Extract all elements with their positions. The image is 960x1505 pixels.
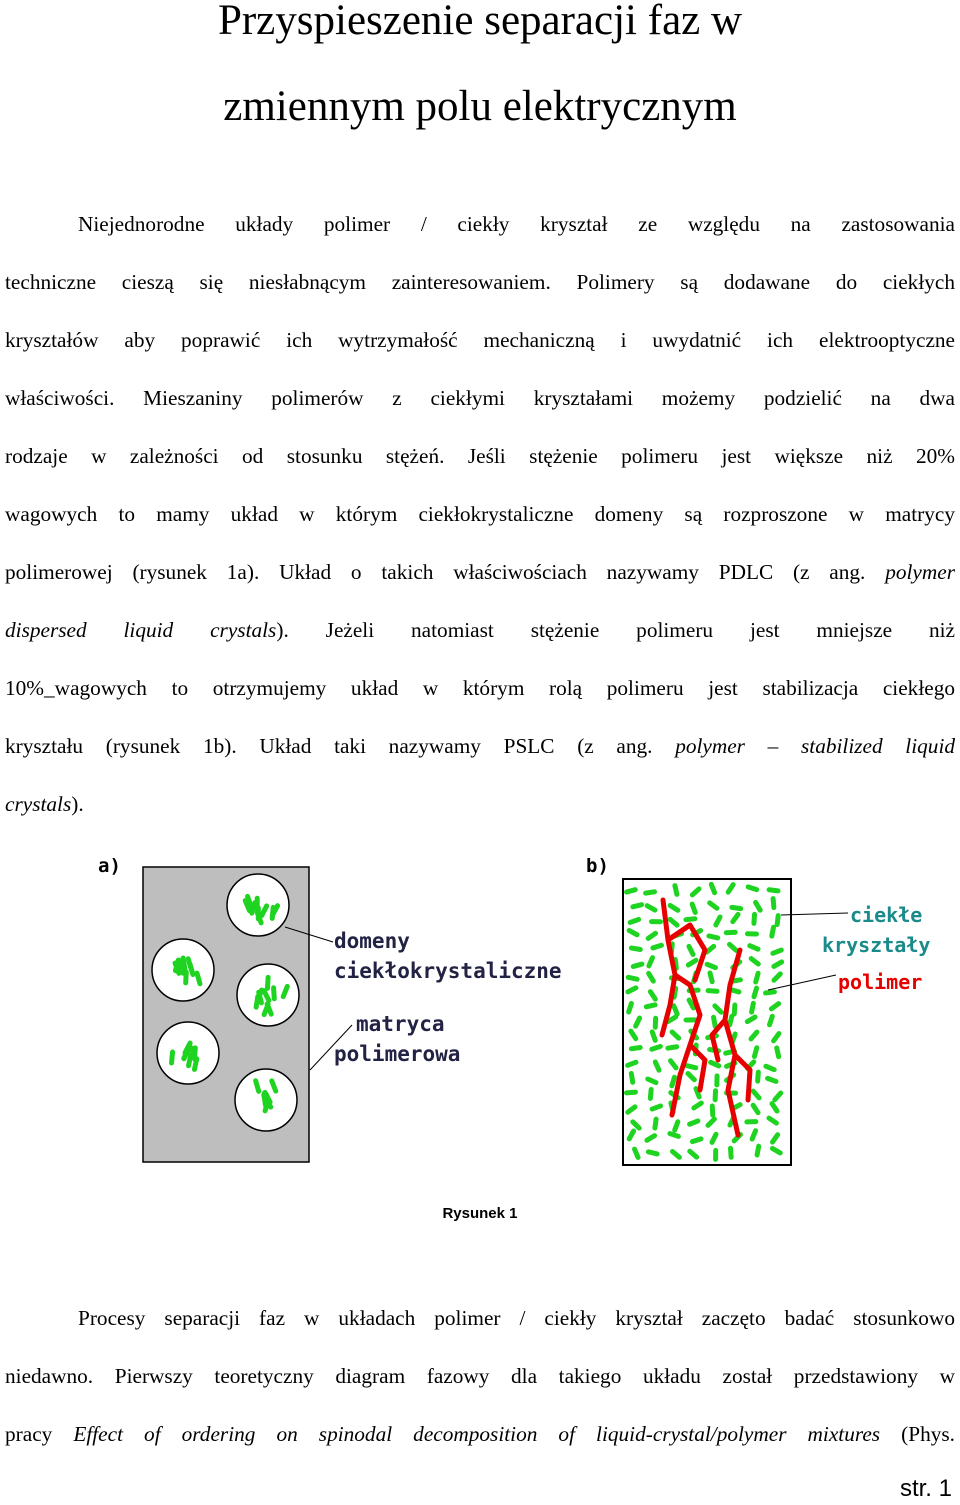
paragraph-1-line [5,717,955,775]
lc-rod [705,988,719,994]
lc-rod [724,930,738,936]
paragraph-1-line: 10%_wagowych to otrzymujemy układ w którym rolą polimeru jest stabilizacja ciekłego [5,676,955,700]
italic-term: polymer [885,560,955,584]
paragraph-1-line: właściwości. Mieszaniny polimerów z ciekłymi kryształami możemy podzielić na dwa [5,386,955,410]
page-title [0,0,960,150]
pslc-panel [623,879,791,1165]
figure-label-a: a) [98,855,121,877]
lc-rod [751,912,757,926]
lc-rod [744,1119,758,1125]
paragraph-2 [5,1289,955,1463]
label-polimerowa: polimerowa [334,1042,461,1066]
paragraph-2-line: niedawno. Pierwszy teoretyczny diagram fazowy dla takiego układu został przedstawiony w [5,1364,955,1388]
label-krysztaly: kryształy [822,933,931,957]
lc-rod [271,985,277,1001]
paragraph-1 [5,195,955,833]
text-run: (Phys. [901,1422,955,1446]
italic-term: dispersed liquid crystals [5,618,277,642]
lc-rod [714,1073,719,1087]
lc-rod [653,1016,659,1030]
italic-term: polymer – stabilized liquid [675,734,956,758]
label-domeny: domeny [334,929,410,953]
text-run: polimerowej (rysunek 1a). Układ o takich właściwościach nazywamy PDLC (z ang. [5,560,866,584]
paragraph-1-line: rodzaje w zależności od stosunku stężeń. Jeśli stężenie polimeru jest większe niż 20% [5,444,955,468]
paragraph-1-line [5,601,955,659]
paragraph-2-line: Procesy separacji faz w układach polimer / ciekły kryształ zaczęto badać stosunkowo [78,1306,955,1330]
lc-rod [755,1069,761,1083]
lc-rod [713,1148,718,1162]
paragraph-1-line: Niejednorodne układy polimer / ciekły kryształ ze względu na zastosowania [78,212,955,236]
lc-rod [745,931,759,936]
lc-rod [649,919,663,924]
figure-label-b: b) [586,855,609,877]
label-polimer: polimer [838,970,923,994]
paragraph-2-line [5,1405,955,1463]
paragraph-1-line: wagowych to mamy układ w którym ciekłokrystaliczne domeny są rozproszone w matrycy [5,502,955,526]
title-line-2: zmiennym polu elektrycznym [223,83,737,130]
paragraph-1-line [5,775,955,833]
lc-rod [713,1088,719,1102]
paragraph-1-line: techniczne cieszą się niesłabnącym zainteresowaniem. Polimery są dodawane do ciekłych [5,270,955,294]
lc-rod [265,975,271,991]
italic-term: crystals [5,792,72,816]
figure-1 [0,845,960,1185]
lc-rod [728,1146,734,1160]
lc-rod [255,896,260,912]
figure-caption: Rysunek 1 [442,1205,518,1222]
text-run: pracy [5,1422,53,1446]
label-matryca: matryca [356,1012,445,1036]
paragraph-1-line: kryształów aby poprawić ich wytrzymałość mechaniczną i uwydatnić ich elektrooptyczne [5,328,955,352]
text-run: kryształu (rysunek 1b). Układ taki nazywamy PSLC (z ang. [5,734,653,758]
italic-term: Effect of ordering on spinodal decomposition of liquid-crystal/polymer mixtures [73,1422,881,1446]
page-number: str. 1 [899,1475,952,1502]
lc-rod [710,1103,716,1117]
label-ciekle: ciekłe [850,903,923,927]
label-cieklokrystaliczne: ciekłokrystaliczne [334,959,562,983]
text-run: ). [71,792,84,816]
text-run: ). Jeżeli natomiast stężenie polimeru jest mniejsze niż [276,618,955,642]
paragraph-1-line [5,543,955,601]
title-line-1: Przyspieszenie separacji faz w [217,0,743,44]
